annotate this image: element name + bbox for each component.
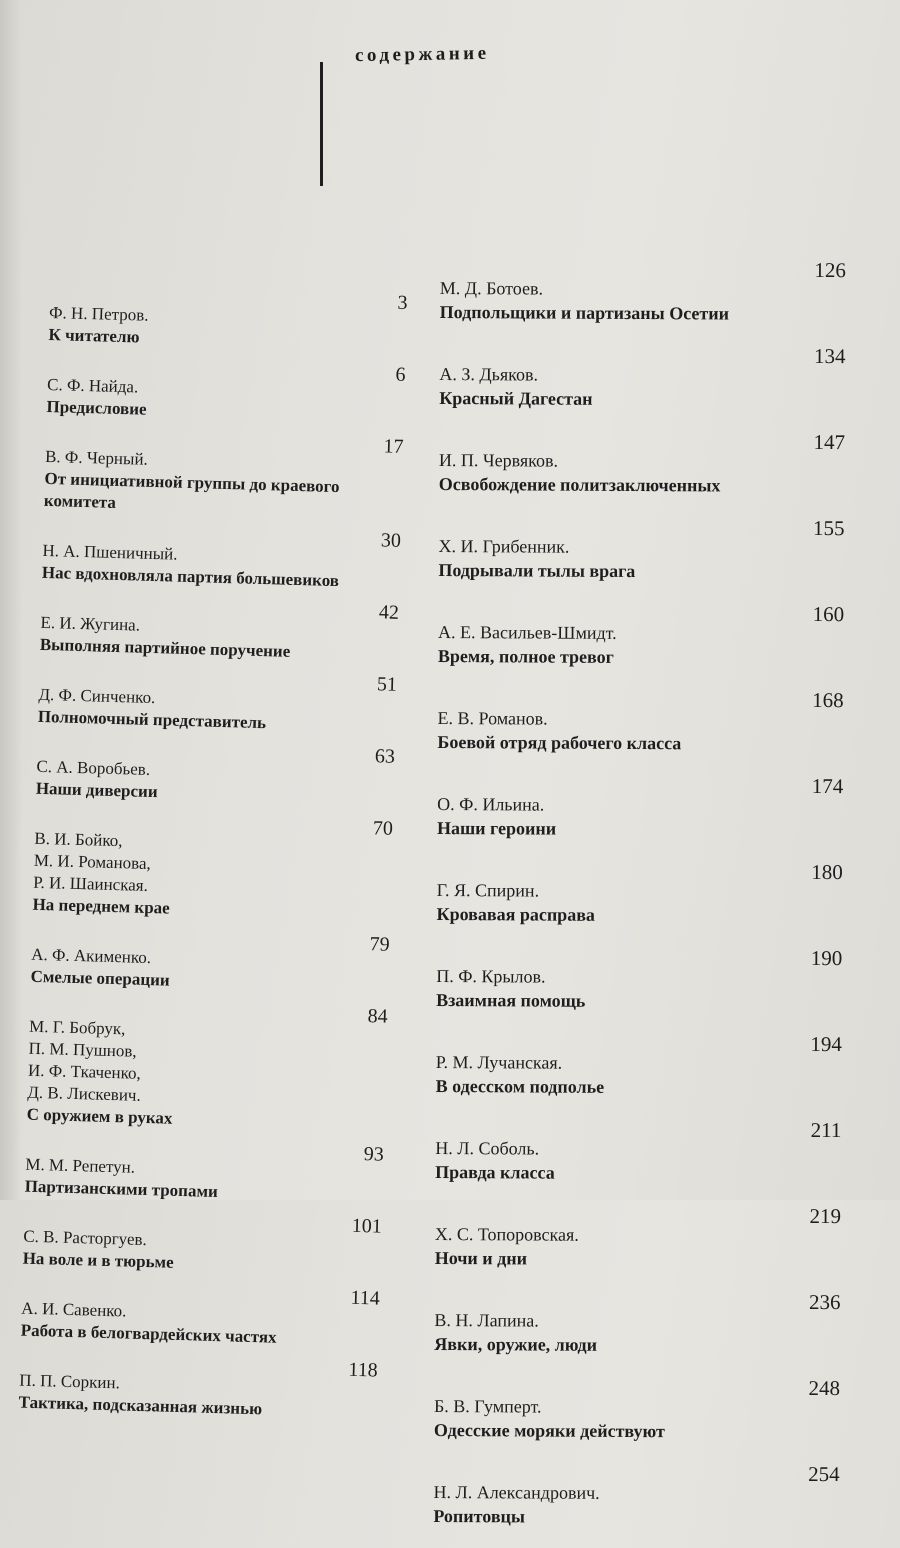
author-name: Н. А. Пшеничный. <box>42 540 178 564</box>
toc-entry <box>434 1374 844 1444</box>
entry-text <box>18 1350 382 1424</box>
chapter-title: Предисловие <box>46 396 147 419</box>
author-name: М. Г. Бобрук, <box>28 1016 126 1039</box>
entry-text <box>433 1460 843 1530</box>
page-number: 42 <box>378 601 400 624</box>
page-number: 126 <box>814 257 846 283</box>
chapter-title: Выполняя партийное поручение <box>39 634 291 661</box>
entry-text <box>30 924 394 998</box>
chapter-title: Подрывали тылы врага <box>438 559 636 582</box>
author-name: Е. И. Жугина. <box>40 612 141 635</box>
author-name: М. М. Репетун. <box>25 1154 136 1177</box>
author-name: С. Ф. Найда. <box>46 374 139 397</box>
entry-text <box>26 996 391 1136</box>
chapter-title: От инициативной группы до краевого комитета <box>43 468 340 512</box>
author-name: Р. М. Лучанская. <box>435 1051 563 1073</box>
chapter-title: Нас вдохновляла партия большевиков <box>41 562 340 591</box>
page-number: 17 <box>383 435 404 458</box>
author-name: В. И. Бойко, <box>34 828 123 851</box>
page-number: 93 <box>363 1143 385 1166</box>
entry-text <box>434 1288 844 1358</box>
author-name: А. И. Савенко. <box>21 1298 127 1321</box>
page-number: 236 <box>808 1289 841 1315</box>
page-number: 134 <box>813 343 846 369</box>
author-name: Ф. Н. Петров. <box>48 302 149 325</box>
toc-entry <box>440 256 850 326</box>
author-name: О. Ф. Ильина. <box>437 793 545 815</box>
toc-entry <box>42 520 406 594</box>
chapter-title: Взаимная помощь <box>436 989 586 1011</box>
chapter-title: Смелые операции <box>30 966 171 990</box>
page-number: 3 <box>397 291 408 314</box>
page-number: 155 <box>813 515 845 541</box>
chapter-title: Явки, оружие, люди <box>434 1333 598 1355</box>
toc-entry <box>38 664 402 738</box>
chapter-title: Работа в белогвардейских частях <box>20 1320 277 1347</box>
entry-text <box>437 772 847 842</box>
author-name: И. П. Червяков. <box>438 449 559 471</box>
entry-text <box>22 1206 386 1280</box>
toc-entry <box>438 514 848 584</box>
toc-right-column <box>433 256 850 1548</box>
toc-left-column <box>18 282 412 1432</box>
toc-entry <box>437 772 847 842</box>
toc-entry <box>435 1116 845 1186</box>
author-name: А. З. Дьяков. <box>439 363 539 385</box>
toc-entry <box>437 686 847 756</box>
toc-entry <box>24 1134 388 1208</box>
author-name: В. Н. Лапина. <box>434 1309 539 1331</box>
chapter-title: В одесском подполье <box>435 1075 605 1097</box>
chapter-title: Подпольщики и партизаны Осетии <box>439 301 730 324</box>
author-name: Д. Ф. Синченко. <box>38 684 156 708</box>
chapter-title: Ночи и дни <box>434 1247 528 1269</box>
page-number: 30 <box>380 529 402 552</box>
chapter-title: Ропитовцы <box>433 1505 526 1527</box>
entry-text <box>440 256 850 326</box>
entry-text <box>435 1116 845 1186</box>
toc-entry <box>20 1278 384 1352</box>
author-name: М. Д. Ботоев. <box>439 277 544 299</box>
chapter-title: Партизанскими тропами <box>24 1176 219 1202</box>
chapter-title: Наши диверсии <box>35 778 158 802</box>
page-number: 211 <box>810 1117 842 1143</box>
author-name: С. В. Расторгуев. <box>23 1226 148 1250</box>
author-name: П. Ф. Крылов. <box>436 965 546 987</box>
page-number: 190 <box>810 945 843 971</box>
author-name: Д. В. Лискевич. <box>27 1082 142 1105</box>
page-number: 63 <box>374 745 396 768</box>
author-name: Е. В. Романов. <box>437 707 548 729</box>
chapter-title: Правда класса <box>435 1161 555 1183</box>
page-number: 79 <box>369 933 390 956</box>
toc-entry <box>438 600 848 670</box>
chapter-title: На переднем крае <box>32 894 170 918</box>
page-number: 180 <box>811 859 843 885</box>
book-spine-shadow <box>0 0 22 1200</box>
toc-entry <box>36 736 400 810</box>
chapter-title: К читателю <box>48 324 140 347</box>
toc-entry <box>48 282 412 356</box>
author-name: П. П. Соркин. <box>19 1370 121 1393</box>
entry-text <box>42 520 406 594</box>
page-number: 174 <box>811 773 844 799</box>
chapter-title: Тактика, подсказанная жизнью <box>18 1392 263 1419</box>
author-name: М. И. Романова, <box>33 850 152 874</box>
author-name: Н. Л. Соболь. <box>435 1137 540 1159</box>
entry-text <box>434 1374 844 1444</box>
author-name: А. Ф. Акименко. <box>30 944 152 968</box>
chapter-title: Время, полное тревог <box>437 645 614 667</box>
entry-text <box>36 736 400 810</box>
chapter-title: Кровавая расправа <box>436 903 596 925</box>
toc-entry <box>18 1350 382 1424</box>
entry-text <box>435 1202 845 1272</box>
chapter-title: Одесские моряки действуют <box>433 1419 665 1442</box>
author-name: Б. В. Гумперт. <box>433 1395 542 1417</box>
entry-text <box>32 808 397 926</box>
entry-text <box>439 428 849 498</box>
toc-entry <box>439 428 849 498</box>
toc-entry <box>436 858 846 928</box>
toc-entry <box>436 944 846 1014</box>
toc-entry <box>439 342 849 412</box>
page-number: 84 <box>367 1005 388 1028</box>
chapter-title: Боевой отряд рабочего класса <box>437 731 682 754</box>
toc-entry <box>26 996 391 1136</box>
entry-text <box>38 664 402 738</box>
author-name: Н. Л. Александрович. <box>433 1481 600 1503</box>
entry-text <box>40 592 404 666</box>
page-number: 6 <box>395 363 406 386</box>
toc-entry <box>32 808 397 926</box>
page-number: 70 <box>372 817 394 840</box>
entry-text <box>48 282 412 356</box>
entry-text <box>44 426 408 522</box>
chapter-title: Освобождение политзаключенных <box>438 473 721 496</box>
page-number: 168 <box>812 687 844 713</box>
toc-entry <box>435 1202 845 1272</box>
chapter-title: Красный Дагестан <box>439 387 593 409</box>
author-name: Х. С. Топоровская. <box>434 1223 579 1245</box>
author-name: И. Ф. Ткаченко, <box>27 1060 142 1083</box>
entry-text <box>24 1134 388 1208</box>
entry-text <box>436 1030 846 1100</box>
page-number: 147 <box>813 429 846 455</box>
entry-text <box>439 342 849 412</box>
vertical-rule <box>320 62 323 186</box>
page-number: 219 <box>809 1203 842 1229</box>
toc-entry <box>46 354 410 428</box>
page-number: 118 <box>348 1358 379 1382</box>
toc-entry <box>40 592 404 666</box>
author-name: С. А. Воробьев. <box>36 756 151 779</box>
author-name: Р. И. Шаинская. <box>32 872 149 895</box>
toc-entry <box>434 1288 844 1358</box>
toc-entry <box>433 1460 843 1530</box>
author-name: В. Ф. Черный. <box>44 446 149 469</box>
entry-text <box>436 944 846 1014</box>
toc-entry <box>22 1206 386 1280</box>
chapter-title: На воле и в тюрьме <box>22 1248 174 1272</box>
entry-text <box>20 1278 384 1352</box>
entry-text <box>437 686 847 756</box>
contents-heading: содержание <box>354 42 490 67</box>
page-number: 160 <box>812 601 845 627</box>
entry-text <box>46 354 410 428</box>
author-name: А. Е. Васильев-Шмидт. <box>437 621 617 643</box>
chapter-title: Наши героини <box>436 817 557 839</box>
chapter-title: С оружием в руках <box>26 1104 173 1128</box>
page-number: 101 <box>351 1214 383 1238</box>
page-number: 114 <box>350 1286 381 1310</box>
entry-text <box>436 858 846 928</box>
entry-text <box>438 600 848 670</box>
page-number: 248 <box>808 1375 841 1401</box>
entry-text <box>438 514 848 584</box>
author-name: Х. И. Грибенник. <box>438 535 570 557</box>
chapter-title: Полномочный представитель <box>37 706 267 733</box>
toc-entry <box>436 1030 846 1100</box>
page-number: 51 <box>376 673 398 696</box>
page-number: 254 <box>808 1461 840 1487</box>
page-number: 194 <box>810 1031 842 1057</box>
toc-entry <box>44 426 408 522</box>
author-name: Г. Я. Спирин. <box>436 879 540 901</box>
toc-entry <box>30 924 394 998</box>
author-name: П. М. Пушнов, <box>28 1038 137 1061</box>
